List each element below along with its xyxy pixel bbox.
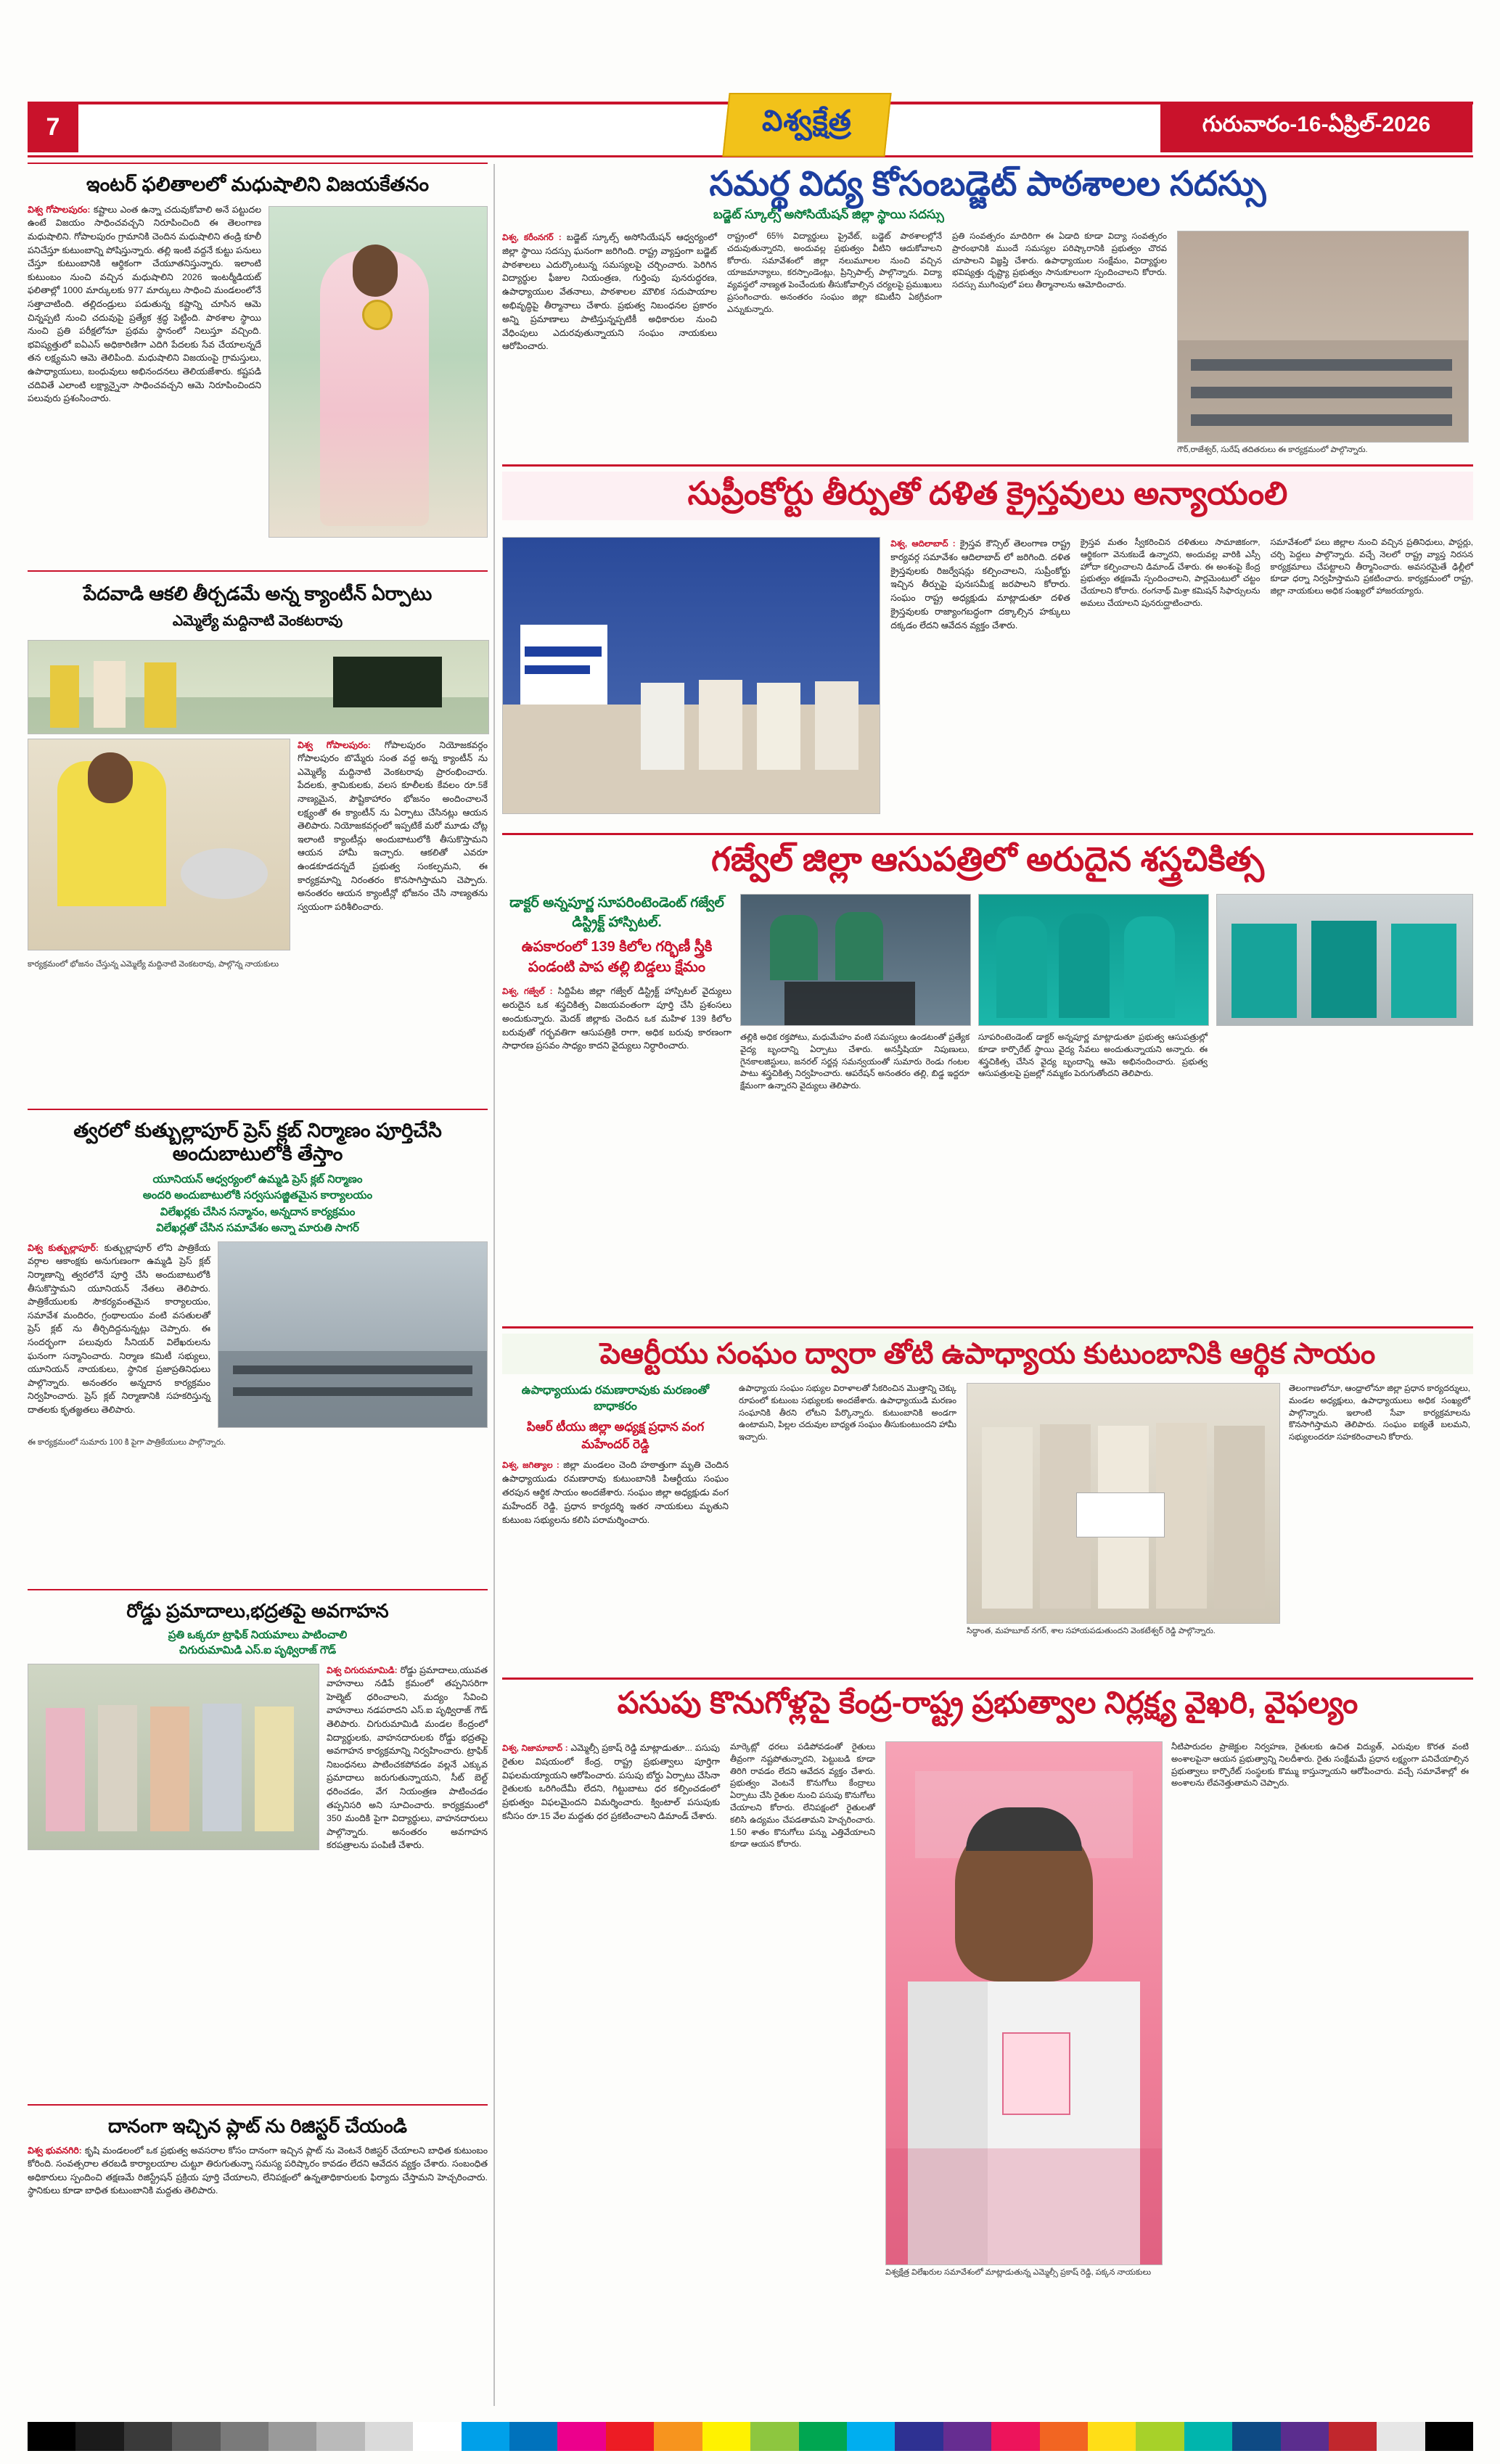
- kicker: విశ్వ చిగురుమామిడి:: [327, 1664, 398, 1675]
- date-badge: గురువారం-16-ఏప్రిల్-2026: [1160, 102, 1472, 152]
- subheadline: ఎమ్మెల్యే మద్దినాటి వెంకటరావు: [172, 612, 343, 629]
- photo-awareness-rally: [28, 1664, 319, 1850]
- color-swatch: [124, 2422, 172, 2451]
- article-dalit-christians: [502, 472, 1473, 520]
- publication-logo: [722, 93, 891, 157]
- subheadline-2: అందరి అందుబాటులోకి సర్వసుసజ్జితమైన కార్యాలయం: [142, 1189, 373, 1202]
- photo-christian-council: [502, 537, 880, 814]
- article-gajwel-hospital: [502, 840, 1473, 879]
- subheadline-1: యూనియన్ ఆధ్వర్యంలో ఉమ్మడి ప్రెస్ క్లబ్ నిర్మాణం: [152, 1173, 363, 1186]
- color-swatch: [1329, 2422, 1377, 2451]
- color-swatch: [1040, 2422, 1088, 2451]
- color-swatch: [509, 2422, 557, 2451]
- color-swatch: [943, 2422, 991, 2451]
- divider: [502, 1326, 1473, 1328]
- kicker: విశ్వ, గజ్వేల్ :: [502, 987, 553, 997]
- photo-cheque-handover: [967, 1383, 1280, 1624]
- body-col-3: సూపరింటెండెంట్ డాక్టర్ అన్నపూర్ణ మాట్లాడుతూ ప్రభుత్వ ఆసుపత్రుల్లో కూడా కార్పొరేట్ స్థాయి వైద్య సేవలు అందుతున్నాయని అన్నారు. ఈ శస్త్రచికిత్స చేసిన వైద్య బృందాన్ని ఆమె అభినందించారు. ప్రభుత్వ ఆసుపత్రులపై ప్రజల్లో నమ్మకం పెరుగుతోందని తెలిపారు.: [978, 1032, 1208, 1079]
- kicker: విశ్వ భువనగిరి:: [28, 2145, 82, 2156]
- body-text: కృషి మండలంలో ఒక ప్రభుత్వ అవసరాల కోసం దానంగా ఇచ్చిన ప్లాట్ ను వెంటనే రిజిస్టర్ చేయాలని బాధిత కుటుంబం కోరింది. సంవత్సరాల తరబడి కార్యాలయాల చుట్టూ తిరుగుతున్నా సమస్య పరిష్కారం కావడం లేదని ఆవేదన వ్యక్తం చేశారు. సంబంధిత అధికారులు స్పందించి తక్షణమే రిజిస్ట్రేషన్ ప్రక్రియ పూర్తి చేయాలని, లేనిపక్షంలో ఉన్నతాధికారులకు ఫిర్యాదు చేస్తామని హెచ్చరించారు. స్థానికులు కూడా బాధిత కుటుంబానికి మద్దతు తెలిపారు.: [28, 2145, 488, 2196]
- headline: రోడ్డు ప్రమాదాలు,భద్రతపై అవగాహన: [126, 1600, 389, 1622]
- body-col-1: జిల్లా మండలం చెంది హఠాత్తుగా మృతి చెందిన ఉపాధ్యాయుడు రమణారావు కుటుంబానికి పిఆర్టీయు సంఘం తరపున ఆర్థిక సాయం అందజేశారు. సంఘం జిల్లా అధ్యక్షుడు వంగ మహేందర్ రెడ్డి, ప్రధాన కార్యదర్శి ఇతర నాయకులు మృతుని కుటుంబ సభ్యులను కలిసి పరామర్శించారు.: [502, 1460, 729, 1525]
- headline: గజ్వేల్ జిల్లా ఆసుపత్రిలో అరుదైన శస్త్రచికిత్స: [711, 840, 1264, 878]
- subheadline-2: పిఆర్ టీయు జిల్లా అధ్యక్ష ప్రధాన వంగ మహేందర్ రెడ్డి: [526, 1419, 705, 1451]
- subheadline-1: ప్రతి ఒక్కరూ ట్రాఫిక్ నియమాలు పాటించాలి: [168, 1628, 348, 1641]
- body-col-1: బడ్జెట్ స్కూల్స్ అసోసియేషన్ ఆధ్వర్యంలో జిల్లా స్థాయి సదస్సు ఘనంగా జరిగింది. రాష్ట్ర వ్యాప్తంగా బడ్జెట్ పాఠశాలలు ఎదుర్కొంటున్న సమస్యలపై చర్చించారు. పెరిగిన విద్యార్థుల ఫీజుల నియంత్రణ, గుర్తింపు పునరుద్ధరణ, ఉపాధ్యాయుల వేతనాలు, పాఠశాలల మౌలిక సదుపాయాల అభివృద్ధిపై తీర్మానాలు చేశారు. ప్రభుత్వ నిబంధనల ప్రకారం అన్ని ప్రమాణాలు పాటిస్తున్నప్పటికీ అధికారుల నుంచి వేధింపులు ఎదురవుతున్నాయని సంఘం నాయకులు ఆరోపించారు.: [502, 232, 717, 352]
- photo-hospital-ward: [1216, 894, 1473, 1026]
- body-col-2: ఉపాధ్యాయ సంఘం సభ్యుల విరాళాలతో సేకరించిన మొత్తాన్ని చెక్కు రూపంలో కుటుంబ సభ్యులకు అందజేశారు. ఉపాధ్యాయుడి మరణం సంఘానికి తీరని లోటని పేర్కొన్నారు. కుటుంబానికి అండగా ఉంటామని, పిల్లల చదువుల బాధ్యత సంఘం తీసుకుంటుందని హామీ ఇచ్చారు.: [739, 1384, 956, 1442]
- color-swatch: [991, 2422, 1039, 2451]
- color-swatch: [28, 2422, 75, 2451]
- color-swatch: [221, 2422, 269, 2451]
- headline: పెఆర్టీయు సంఘం ద్వారా తోటి ఉపాధ్యాయ కుటుంబానికి ఆర్థిక సాయం: [599, 1338, 1376, 1370]
- divider: [502, 464, 1473, 467]
- body-col-3: ప్రతి సంవత్సరం మాదిరిగా ఈ ఏడాది కూడా విద్యా సంవత్సరం ప్రారంభానికి ముందే సమస్యల పరిష్కారానికి ప్రభుత్వం చొరవ చూపాలని విజ్ఞప్తి చేశారు. ఉపాధ్యాయుల సంక్షేమం, విద్యార్థుల భవిష్యత్తు దృష్ట్యా ప్రభుత్వం సానుకూలంగా స్పందించాలని కోరారు. సదస్సు ముగింపులో పలు తీర్మానాలను ఆమోదించారు.: [952, 231, 1167, 290]
- body-col-3: సమావేశంలో పలు జిల్లాల నుంచి వచ్చిన ప్రతినిధులు, పాస్టర్లు, చర్చి పెద్దలు పాల్గొన్నారు. వచ్చే నెలలో రాష్ట్ర వ్యాప్త నిరసన కార్యక్రమాలు చేపట్టాలని తీర్మానించారు. అవసరమైతే ఢిల్లీలో కూడా ధర్నా నిర్వహిస్తామని ప్రకటించారు. కార్యక్రమంలో రాష్ట్ర, జిల్లా నాయకులు అధిక సంఖ్యలో హాజరయ్యారు.: [1270, 538, 1474, 596]
- kicker: విశ్వ, జగిత్యాల :: [502, 1461, 560, 1471]
- kicker: విశ్వ కుత్బుల్లాపూర్:: [28, 1242, 99, 1253]
- body-col-1: ఎమ్మెల్సీ ప్రకాష్ రెడ్డి మాట్లాడుతూ... పసుపు రైతుల విషయంలో కేంద్ర, రాష్ట్ర ప్రభుత్వాలు పూర్తిగా విఫలమయ్యాయని ఆరోపించారు. పసుపు బోర్డు ఏర్పాటు చేసినా రైతులకు ఒరిగిందేమీ లేదని, గిట్టుబాటు ధర కల్పించడంలో ప్రభుత్వం విఫలమైందని విమర్శించారు. క్వింటాల్ పసుపుకు కనీసం రూ.15 వేల మద్దతు ధర ప్రకటించాలని డిమాండ్ చేశారు.: [502, 1743, 720, 1821]
- photo-canteen-opening: [28, 640, 489, 734]
- photo-mlc-speaking: [885, 1741, 1163, 2265]
- photo-caption: ఈ కార్యక్రమంలో సుమారు 100 కి పైగా పాత్రికేయులు పాల్గొన్నారు.: [28, 1437, 226, 1447]
- color-swatch: [1184, 2422, 1232, 2451]
- article-intermediate-results: [28, 168, 488, 617]
- photo-mla-eating: [28, 739, 290, 950]
- photo-student: [269, 206, 488, 538]
- logo-text: విశ్వక్షేత్ర: [762, 104, 852, 137]
- teacher-body-row: [502, 1383, 1473, 1637]
- article-anna-canteen: [28, 578, 488, 969]
- headline: సుప్రీంకోర్టు తీర్పుతో దళిత క్రైస్తవులు అన్యాయంలి: [687, 476, 1288, 512]
- subheadline-1: ఉపాధ్యాయుడు రమణారావుకు మరణంతో బాధాకరం: [521, 1384, 710, 1413]
- article-road-safety: [28, 1595, 488, 1860]
- subheadline-2: చిగురుమామిడి ఎస్.ఐ పృథ్విరాజ్ గౌడ్: [179, 1643, 337, 1656]
- divider: [28, 570, 488, 572]
- kicker: విశ్వ, ఆదిలాబాద్ :: [890, 539, 956, 549]
- body-text: కుత్బుల్లాపూర్ లోని పాత్రికేయ వర్గాల ఆకాంక్షకు అనుగుణంగా ఉమ్మడి ప్రెస్ క్లబ్ నిర్మాణాన్ని త్వరలోనే పూర్తి చేసి అందుబాటులోకి తీసుకొస్తామని యూనియన్ నేతలు తెలిపారు. పాత్రికేయులకు సౌకర్యవంతమైన కార్యాలయం, సమావేశ మందిరం, గ్రంథాలయం వంటి వసతులతో ప్రెస్ క్లబ్ ను తీర్చిదిద్దనున్నట్లు చెప్పారు. ఈ సందర్భంగా పలువురు సీనియర్ విలేఖరులను ఘనంగా సన్మానించారు. నిర్మాణ కమిటీ సభ్యులు, యూనియన్ నాయకులు, స్థానిక ప్రజాప్రతినిధులు పాల్గొన్నారు. అనంతరం అన్నదాన కార్యక్రమం నిర్వహించారు. ప్రెస్ క్లబ్ నిర్మాణానికి సహకరిస్తున్న దాతలకు కృతజ్ఞతలు తెలిపారు.: [28, 1242, 210, 1416]
- color-swatch: [847, 2422, 895, 2451]
- headline: త్వరలో కుత్బుల్లాపూర్ ప్రెస్ క్లబ్ నిర్మాణం పూర్తిచేసి అందుబాటులోకి తేస్తాం: [73, 1120, 442, 1165]
- subheadline: బడ్జెట్ స్కూల్స్ అసోసియేషన్ జిల్లా స్థాయి సదస్సు: [713, 208, 944, 222]
- color-swatch: [895, 2422, 943, 2451]
- photo-caption: సిద్ధాంత, మహబూబ్ నగర్, శాల సహాయపడుతుందని వెంకటేశ్వర్ రెడ్డి పాల్గొన్నారు.: [967, 1627, 1216, 1635]
- color-swatch: [413, 2422, 461, 2451]
- photo-press-mics: [740, 894, 971, 1026]
- divider: [502, 833, 1473, 835]
- photo-budget-school-meeting: [1177, 231, 1469, 443]
- color-swatch: [606, 2422, 654, 2451]
- body-col-2: మార్కెట్లో ధరలు పడిపోవడంతో రైతులు తీవ్రంగా నష్టపోతున్నారని, పెట్టుబడి కూడా తిరిగి రావడం లేదని ఆవేదన వ్యక్తం చేశారు. ప్రభుత్వం వెంటనే కొనుగోలు కేంద్రాలు ఏర్పాటు చేసి రైతుల నుంచి పసుపు కొనుగోలు చేయాలని కోరారు. లేనిపక్షంలో రైతులతో కలిసి ఉద్యమం చేపడతామని హెచ్చరించారు. 1.50 శాతం కొనుగోలు పన్ను ఎత్తివేయాలని కూడా ఆయన కోరారు.: [730, 1742, 875, 1849]
- color-swatch: [1281, 2422, 1329, 2451]
- body-col-2: తల్లికి అధిక రక్తపోటు, మధుమేహం వంటి సమస్యలు ఉండటంతో ప్రత్యేక వైద్య బృందాన్ని ఏర్పాటు చేశారు. అనస్తీషియా నిపుణులు, గైనకాలజిస్టులు, జనరల్ సర్జన్ల సమన్వయంతో సుమారు రెండు గంటల పాటు శస్త్రచికిత్స నిర్వహించారు. ఆపరేషన్ అనంతరం తల్లి, బిడ్డ ఇద్దరూ క్షేమంగా ఉన్నారని వైద్యులు తెలిపారు.: [740, 1032, 970, 1091]
- photo-caption: గౌర్,రాజేశ్వర్, సురేష్ తదితరులు ఈ కార్యక్రమంలో పాల్గొన్నారు.: [1177, 445, 1368, 455]
- body-col-2: క్రైస్తవ మతం స్వీకరించిన దళితులు సామాజికంగా, ఆర్థికంగా వెనుకబడే ఉన్నారని, అందువల్ల వారికి ఎస్సీ హోదా కల్పించాలని డిమాండ్ చేశారు. ఈ అంశంపై కేంద్ర ప్రభుత్వం తక్షణమే స్పందించాలని, పార్లమెంటులో చట్టం చేయాలని కోరారు. రంగనాథ్ మిశ్రా కమిషన్ సిఫార్సులను అమలు చేయాలని పునరుద్ఘాటించారు.: [1080, 538, 1261, 608]
- divider: [28, 163, 488, 164]
- headline: పేదవాడి ఆకలి తీర్చడమే అన్న క్యాంటీన్ ఏర్పాటు: [83, 583, 433, 604]
- body-text: కష్టాలు ఎంత ఉన్నా చదువుకోవాలి అనే పట్టుదల ఉంటే విజయం సాధించవచ్చని నిరూపించింది ఈ తెలంగాణ మధుషాలిని. గోపాలపురం గ్రామానికి చెందిన మధుషాలిని తండ్రి కూలీ పనిచేస్తూ కుటుంబాన్ని పోషిస్తున్నారు. తల్లి ఇంటి వద్దనే కుట్టు పనులు చేస్తూ కుటుంబానికి ఆర్థికంగా చేయూతనిస్తున్నారు. ఇలాంటి కుటుంబం నుంచి వచ్చిన మధుషాలిని 2026 ఇంటర్మీడియట్ ఫలితాల్లో 1000 మార్కులకు 977 మార్కులు సాధించి మండలంలోనే సత్తాచాటింది. తల్లిదండ్రులు పడుతున్న కష్టాన్ని చూసిన ఆమె చిన్నప్పటి నుంచి చదువుపై ప్రత్యేక శ్రద్ధ పెట్టింది. పాఠశాల స్థాయి నుంచి ప్రతి పరీక్షలోనూ ప్రథమ స్థానంలో నిలుస్తూ వచ్చింది. భవిష్యత్తులో ఐఏఎస్ అధికారిణిగా ఎదిగి పేదలకు సేవ చేయాలన్నదే తన లక్ష్యమని ఆమె తెలిపింది. మధుషాలిని విజయంపై గ్రామస్తులు, ఉపాధ్యాయులు, బంధువులు అభినందనలు తెలియజేశారు. కష్టపడి చదివితే ఎలాంటి లక్ష్యాన్నైనా సాధించవచ్చని ఆమె నిరూపించిందని పలువురు ప్రశంసించారు.: [28, 204, 261, 404]
- color-swatch: [557, 2422, 605, 2451]
- article-teacher-aid: [502, 1334, 1473, 1374]
- turmeric-body-row: [502, 1741, 1473, 2278]
- color-swatch: [316, 2422, 364, 2451]
- subheadline-1: డాక్టర్ అన్నపూర్ణ సూపరింటెండెంట్ గజ్వేల్ డిస్ట్రిక్ట్ హాస్పిటల్.: [509, 895, 724, 930]
- color-swatch: [654, 2422, 702, 2451]
- body-col-3: నీటిపారుదల ప్రాజెక్టుల నిర్వహణ, రైతులకు ఉచిత విద్యుత్, ఎరువుల కొరత వంటి అంశాలపైనా ఆయన ప్రభుత్వాన్ని నిలదీశారు. రైతు సంక్షేమమే ప్రధాన లక్ష్యంగా పనిచేయాల్సిన ప్రభుత్వాలు కార్పొరేట్ సంస్థలకు కొమ్ము కాస్తున్నాయని ఆరోపించారు. వచ్చే సమావేశాల్లో ఈ అంశాలను లేవనెత్తుతామని చెప్పారు.: [1171, 1742, 1469, 1789]
- article-plot-registration: [28, 2110, 488, 2198]
- subheadline-2: ఉపకారంలో 139 కిలోల గర్భిణీ స్త్రీకి పండంటి పాప తల్లి బిడ్డలు క్షేమం: [521, 939, 713, 976]
- divider: [28, 2104, 488, 2106]
- photo-caption: విశ్వక్షేత్ర విలేఖరుల సమావేశంలో మాట్లాడుతున్న ఎమ్మెల్సీ ప్రకాష్ రెడ్డి, పక్కన నాయకులు: [885, 2268, 1152, 2277]
- photo-surgery-team: [978, 894, 1209, 1026]
- color-swatch: [1425, 2422, 1473, 2451]
- kicker: విశ్వ గోపాలపురం:: [298, 739, 371, 750]
- divider: [502, 1677, 1473, 1680]
- divider: [28, 1109, 488, 1110]
- color-swatch: [1232, 2422, 1280, 2451]
- hospital-body-row: [502, 894, 1473, 1093]
- color-swatch: [799, 2422, 847, 2451]
- subheadline-4: విలేఖర్లతో చేసిన సమావేశం అన్నా మారుతి సాగర్: [156, 1222, 359, 1235]
- color-swatch: [1377, 2422, 1425, 2451]
- color-swatch: [269, 2422, 316, 2451]
- body-text: రోడ్డు ప్రమాదాలు,యువత వాహనాలు నడిపే క్రమంలో తప్పనిసరిగా హెల్మెట్ ధరించాలని, మద్యం సేవించి వాహనాలు నడపరాదని ఎస్.ఐ పృథ్విరాజ్ గౌడ్ తెలిపారు. చిగురుమామిడి మండల కేంద్రంలో విద్యార్థులకు, వాహనదారులకు రోడ్డు భద్రతపై అవగాహన కార్యక్రమాన్ని నిర్వహించారు. ట్రాఫిక్ నిబంధనలు పాటించకపోవడం వల్లనే ఎక్కువ ప్రమాదాలు జరుగుతున్నాయని, సీట్ బెల్ట్ ధరించడం, వేగ నియంత్రణ పాటించడం తప్పనిసరి అని సూచించారు. కార్యక్రమంలో 350 మందికి పైగా విద్యార్థులు, వాహనదారులు పాల్గొన్నారు. అనంతరం అవగాహన కరపత్రాలను పంపిణీ చేశారు.: [327, 1664, 488, 1851]
- photo-caption: కార్యక్రమంలో భోజనం చేస్తున్న ఎమ్మెల్యే మద్దినాటి వెంకటరావు, పాల్గొన్న నాయకులు: [28, 959, 279, 969]
- subheadline-3: విలేఖర్లకు చేసిన సన్మానం, అన్నదాన కార్యక్రమం: [160, 1205, 356, 1218]
- article-press-club: [28, 1114, 488, 1448]
- color-swatch: [1136, 2422, 1184, 2451]
- body-text: గోపాలపురం నియోజకవర్గం గోపాలపురం బొమ్మేరు సంత వద్ద అన్న క్యాంటీన్ ను ఎమ్మెల్యే మద్దినాటి వెంకటరావు ప్రారంభించారు. పేదలకు, శ్రామికులకు, వలస కూలీలకు కేవలం రూ.5కే నాణ్యమైన, పౌష్టికాహారం భోజనం అందించాలనే లక్ష్యంతో ఈ క్యాంటీన్ ను ఏర్పాటు చేసినట్లు ఆయన తెలిపారు. నియోజకవర్గంలో ఇప్పటికే మరో మూడు చోట్ల ఇలాంటి క్యాంటీన్లు అందుబాటులోకి తీసుకొస్తామని ఆయన హామీ ఇచ్చారు. ఆకలితో ఎవరూ ఉండకూడదన్నదే ప్రభుత్వ సంకల్పమని, ఈ కార్యక్రమాన్ని నిరంతరం కొనసాగిస్తామని చెప్పారు. అనంతరం ఆయన క్యాంటీన్లో భోజనం చేసి నాణ్యతను స్వయంగా పరిశీలించారు.: [298, 739, 488, 912]
- kicker: విశ్వ గోపాలపురం:: [28, 204, 91, 215]
- color-swatch: [365, 2422, 413, 2451]
- page-number: 7: [28, 102, 78, 152]
- article-budget-schools: [502, 164, 1473, 456]
- body-col-3: తెలంగాణలోనూ, ఆంధ్రాలోనూ జిల్లా ప్రధాన కార్యదర్శులు, మండల అధ్యక్షులు, ఉపాధ్యాయులు అధిక సంఖ్యలో పాల్గొన్నారు. ఇలాంటి సేవా కార్యక్రమాలను కొనసాగిస్తామని తెలిపారు. సంఘం ఐక్యతే బలమని, సభ్యులందరూ సహకరించాలని కోరారు.: [1289, 1384, 1470, 1442]
- color-swatch: [1088, 2422, 1136, 2451]
- headline: ఇంటర్ ఫలితాలలో మధుషాలిని విజయకేతనం: [86, 173, 430, 195]
- dalit-body-row: [502, 537, 1473, 814]
- kicker: విశ్వ, నిజామాబాద్ :: [502, 1744, 568, 1753]
- headline: పసుపు కొనుగోళ్లపై కేంద్ర-రాష్ట్ర ప్రభుత్వాల నిర్లక్ష్య వైఖరి, వైఫల్యం: [617, 1685, 1358, 1720]
- body-col-1: సిద్దిపేట జిల్లా గజ్వేల్ డిస్ట్రిక్ట్ హాస్పిటల్ వైద్యులు అరుదైన ఒక శస్త్రచికిత్స విజయవంతంగా పూర్తి చేసి ప్రశంసలు అందుకున్నారు. మెదక్ జిల్లాకు చెందిన ఒక మహిళ 139 కిలోల బరువుతో గర్భవతిగా ఆసుపత్రికి రాగా, అధిక బరువు కారణంగా సాధారణ ప్రసవం సాధ్యం కాదని వైద్యులు నిర్ధారించారు.: [502, 986, 731, 1051]
- color-calibration-bar: [28, 2422, 1473, 2451]
- article-turmeric-procurement: [502, 1685, 1473, 1721]
- photo-press-meeting: [218, 1241, 488, 1428]
- color-swatch: [172, 2422, 220, 2451]
- color-swatch: [462, 2422, 509, 2451]
- color-swatch: [750, 2422, 798, 2451]
- kicker: విశ్వ, కరీంనగర్ :: [502, 233, 562, 243]
- color-swatch: [702, 2422, 750, 2451]
- body-col-2: రాష్ట్రంలో 65% విద్యార్థులు ప్రైవేట్, బడ్జెట్ పాఠశాలల్లోనే చదువుతున్నారని, అందువల్ల ప్రభుత్వం వీటిని ఆదుకోవాలని కోరారు. సమావేశంలో జిల్లా నలుమూలల నుంచి వచ్చిన యాజమాన్యాలు, కరస్పాండెంట్లు, ప్రిన్సిపాల్స్ పాల్గొన్నారు. విద్యా వ్యవస్థలో నాణ్యత పెంచేందుకు తీసుకోవాల్సిన చర్యలపై ప్రముఖులు ప్రసంగించారు. అనంతరం సంఘం జిల్లా కమిటీని ఏకగ్రీవంగా ఎన్నుకున్నారు.: [727, 231, 942, 314]
- divider: [28, 1589, 488, 1590]
- color-swatch: [75, 2422, 123, 2451]
- headline: సమర్థ విద్య కోసంబడ్జెట్ పాఠశాలల సదస్సు: [709, 164, 1266, 202]
- headline: దానంగా ఇచ్చిన ప్లాట్ ను రిజిస్టర్ చేయండి: [107, 2115, 408, 2137]
- body-col-1: క్రైస్తవ కౌన్సిల్ తెలంగాణ రాష్ట్ర కార్యవర్గ సమావేశం ఆదిలాబాద్ లో జరిగింది. దళిత క్రైస్తవులకు రిజర్వేషన్లు కల్పించాలని, సుప్రీంకోర్టు ఇచ్చిన తీర్పుపై పునఃసమీక్ష జరపాలని కోరారు. సంఘం రాష్ట్ర అధ్యక్షుడు మాట్లాడుతూ దళిత క్రైస్తవులకు రాజ్యాంగబద్ధంగా దక్కాల్సిన హక్కులు దక్కడం లేదని ఆవేదన వ్యక్తం చేశారు.: [890, 538, 1070, 631]
- column-divider: [493, 164, 495, 2406]
